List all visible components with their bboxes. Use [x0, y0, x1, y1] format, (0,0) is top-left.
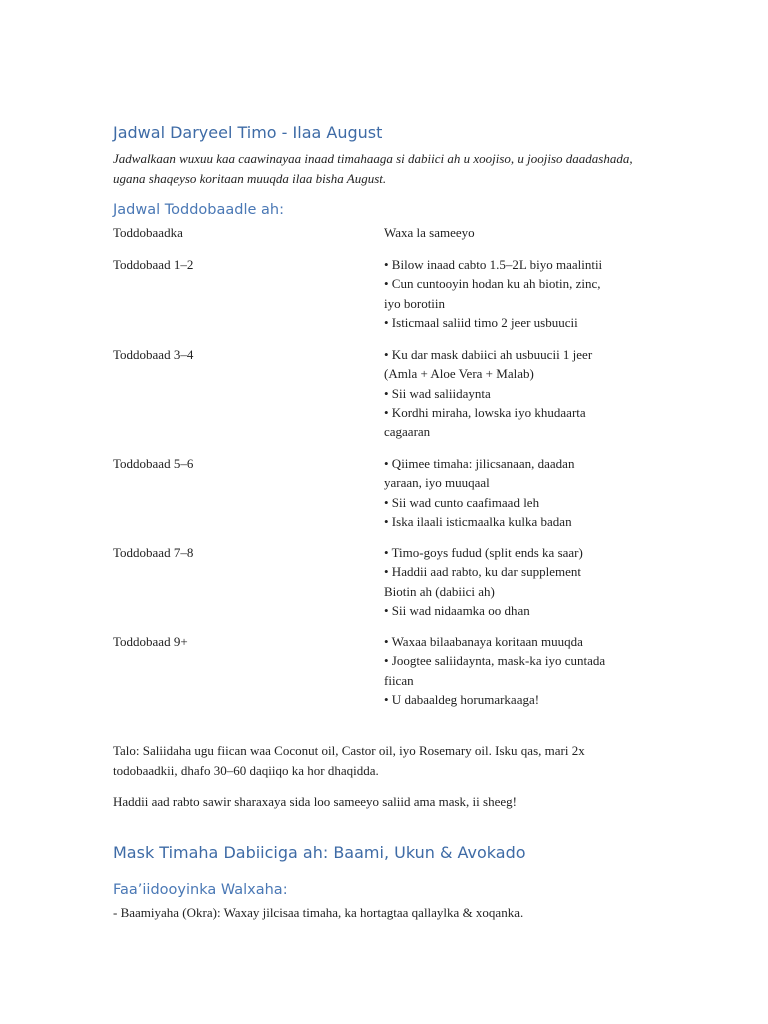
- action-line: yaraan, iyo muuqaal: [384, 475, 490, 491]
- schedule-heading: Jadwal Toddobaadle ah:: [113, 202, 284, 218]
- table-row-week: Toddobaad 7–8: [113, 545, 194, 560]
- action-line: • Sii wad saliidaynta: [384, 385, 491, 401]
- table-row-actions: [384, 632, 605, 709]
- action-line: • Qiimee timaha: jilicsanaan, daadan: [384, 456, 575, 471]
- offer-paragraph: Haddii aad rabto sawir sharaxaya sida loo sameeyo saliid ama mask, ii sheeg!: [113, 794, 517, 809]
- action-line: • Sii wad cunto caafimaad leh: [384, 494, 540, 510]
- document-title: Jadwal Daryeel Timo - Ilaa August: [113, 123, 383, 142]
- action-line: • Iska ilaali isticmaalka kulka badan: [384, 513, 572, 529]
- action-line: • Sii wad nidaamka oo dhan: [384, 602, 530, 618]
- action-line: • Timo-goys fudud (split ends ka saar): [384, 545, 583, 560]
- table-header-week: Toddobaadka: [113, 225, 183, 240]
- table-row-week: Toddobaad 5–6: [113, 456, 194, 471]
- action-line: • Waxaa bilaabanaya koritaan muuqda: [384, 634, 583, 649]
- action-line: • Isticmaal saliid timo 2 jeer usbuucii: [384, 314, 578, 330]
- table-row-week: Toddobaad 1–2: [113, 257, 194, 272]
- table-row-actions: [384, 255, 602, 332]
- table-row-week: Toddobaad 9+: [113, 634, 188, 649]
- benefits-heading: Faa’iidooyinka Walxaha:: [113, 882, 288, 898]
- table-row-actions: [384, 345, 592, 441]
- action-line: • Cun cuntooyin hodan ku ah biotin, zinc,: [384, 276, 601, 292]
- table-row-week: Toddobaad 3–4: [113, 347, 194, 362]
- action-line: Biotin ah (dabiici ah): [384, 583, 495, 599]
- action-line: • Bilow inaad cabto 1.5–2L biyo maalintii: [384, 257, 603, 272]
- benefit-item: - Baamiyaha (Okra): Waxay jilcisaa timaha, ka hortagtaa qallaylka & xoqanka.: [113, 905, 524, 920]
- table-row-actions: [384, 454, 574, 531]
- table-header-actions: Waxa la sameeyo: [384, 225, 475, 240]
- action-line: cagaaran: [384, 424, 431, 440]
- action-line: • Ku dar mask dabiici ah usbuucii 1 jeer: [384, 347, 593, 362]
- action-line: • U dabaaldeg horumarkaaga!: [384, 691, 540, 707]
- intro-paragraph: Jadwalkaan wuxuu kaa caawinayaa inaad timahaaga si dabiici ah u xoojiso, u joojiso daadashada, ugana shaqeyso koritaan muuqda ilaa bisha August.: [113, 151, 633, 186]
- table-row-actions: [384, 543, 583, 620]
- action-line: fiican: [384, 672, 414, 688]
- action-line: (Amla + Aloe Vera + Malab): [384, 366, 534, 382]
- action-line: • Kordhi miraha, lowska iyo khudaarta: [384, 404, 586, 420]
- action-line: iyo borotiin: [384, 295, 446, 311]
- action-line: • Haddii aad rabto, ku dar supplement: [384, 564, 581, 580]
- action-line: • Joogtee saliidaynta, mask-ka iyo cuntada: [384, 653, 606, 669]
- mask-title: Mask Timaha Dabiiciga ah: Baami, Ukun & Avokado: [113, 843, 526, 862]
- tip-paragraph: Talo: Saliidaha ugu fiican waa Coconut oil, Castor oil, iyo Rosemary oil. Isku qas, mari 2x todobaadkii, dhafo 30–60 daqiiqo ka hor dhaqidda.: [113, 743, 585, 778]
